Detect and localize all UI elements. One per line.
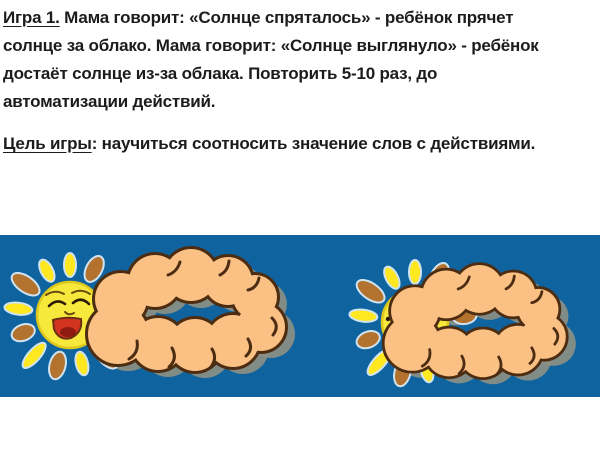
instructions-line-1 bbox=[3, 4, 600, 32]
instructions-line-1-text: Мама говорит: «Солнце спряталось» - ребёнок прячет bbox=[59, 8, 514, 27]
instructions-line-3: достаёт солнце из-за облака. Повторить 5-10 раз, до bbox=[3, 64, 438, 83]
goal-text: : научиться соотносить значение слов с действиями. bbox=[91, 134, 536, 153]
illustration-banner bbox=[0, 235, 600, 397]
instructions-line-4: автоматизации действий. bbox=[3, 92, 216, 111]
instructions-line-2: солнце за облако. Мама говорит: «Солнце выглянуло» - ребёнок bbox=[3, 36, 539, 55]
instructions-paragraph bbox=[0, 0, 600, 116]
goal-paragraph bbox=[0, 130, 600, 158]
goal-label: Цель игры bbox=[3, 134, 92, 153]
game-title-label: Игра 1. bbox=[3, 8, 60, 27]
